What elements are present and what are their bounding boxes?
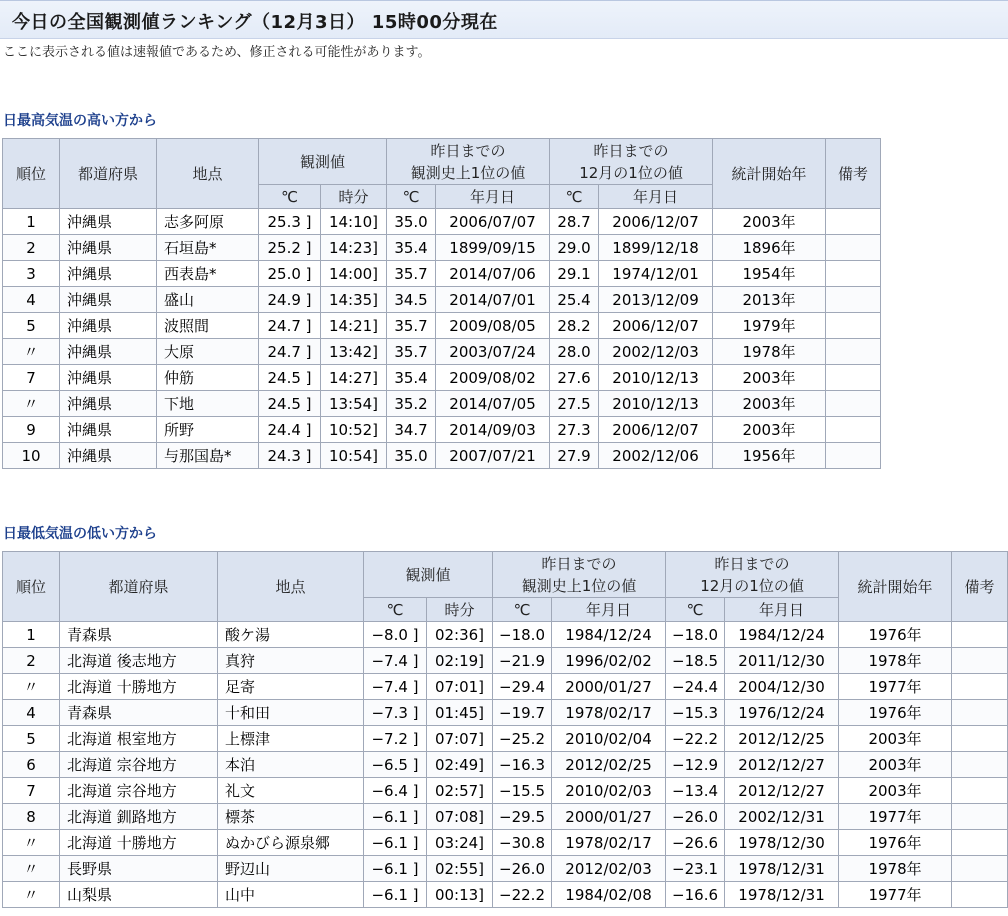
cell-note xyxy=(826,443,881,469)
table-row xyxy=(3,622,1008,648)
header-observed: 観測値 xyxy=(259,139,387,185)
cell-note xyxy=(952,830,1008,856)
cell-record-value: −25.2 xyxy=(493,726,552,752)
cell-observed-value: −6.5 ] xyxy=(364,752,427,778)
cell-record-date: 2012/02/03 xyxy=(552,856,666,882)
cell-observed-time: 02:57] xyxy=(427,778,493,804)
cell-observed-value: −6.1 ] xyxy=(364,856,427,882)
cell-record-date: 2000/01/27 xyxy=(552,804,666,830)
header-date: 年月日 xyxy=(599,185,713,209)
cell-station: 標茶 xyxy=(218,804,364,830)
cell-observed-time: 02:19] xyxy=(427,648,493,674)
cell-note xyxy=(952,700,1008,726)
cell-station: 石垣島* xyxy=(157,235,259,261)
cell-december-value: 28.2 xyxy=(550,313,599,339)
cell-record-date: 2003/07/24 xyxy=(436,339,550,365)
cell-december-value: 27.9 xyxy=(550,443,599,469)
cell-prefecture: 沖縄県 xyxy=(60,443,157,469)
cell-record-value: 35.4 xyxy=(387,365,436,391)
cell-rank: 3 xyxy=(3,261,60,287)
cell-rank: 5 xyxy=(3,313,60,339)
cell-december-date: 1978/12/30 xyxy=(725,830,839,856)
cell-observed-time: 02:49] xyxy=(427,752,493,778)
cell-observed-time: 14:27] xyxy=(321,365,387,391)
cell-note xyxy=(826,339,881,365)
cell-december-value: −12.9 xyxy=(666,752,725,778)
cell-station: 上標津 xyxy=(218,726,364,752)
cell-prefecture: 青森県 xyxy=(60,700,218,726)
cell-observed-value: −8.0 ] xyxy=(364,622,427,648)
table-row xyxy=(3,313,881,339)
cell-start-year: 2003年 xyxy=(839,752,952,778)
cell-observed-time: 02:36] xyxy=(427,622,493,648)
cell-note xyxy=(952,622,1008,648)
table-row xyxy=(3,726,1008,752)
cell-record-value: 35.7 xyxy=(387,313,436,339)
table-row xyxy=(3,443,881,469)
cell-december-date: 2006/12/07 xyxy=(599,417,713,443)
cell-record-value: 35.0 xyxy=(387,209,436,235)
cell-note xyxy=(826,209,881,235)
cell-note xyxy=(952,856,1008,882)
low-section-title: 日最低気温の低い方から xyxy=(3,526,157,542)
cell-record-date: 1984/12/24 xyxy=(552,622,666,648)
cell-rank: 1 xyxy=(3,209,60,235)
cell-observed-time: 10:54] xyxy=(321,443,387,469)
cell-december-date: 2013/12/09 xyxy=(599,287,713,313)
cell-station: 与那国島* xyxy=(157,443,259,469)
cell-observed-value: −7.4 ] xyxy=(364,648,427,674)
cell-start-year: 1978年 xyxy=(839,648,952,674)
cell-december-value: −15.3 xyxy=(666,700,725,726)
cell-prefecture: 沖縄県 xyxy=(60,287,157,313)
cell-note xyxy=(826,313,881,339)
cell-record-value: 35.4 xyxy=(387,235,436,261)
cell-record-date: 2000/01/27 xyxy=(552,674,666,700)
cell-observed-value: 24.9 ] xyxy=(259,287,321,313)
cell-observed-time: 07:01] xyxy=(427,674,493,700)
table-row xyxy=(3,882,1008,908)
cell-december-value: 29.0 xyxy=(550,235,599,261)
cell-record-value: −29.4 xyxy=(493,674,552,700)
header-station: 地点 xyxy=(157,139,259,209)
cell-december-date: 2002/12/03 xyxy=(599,339,713,365)
table-row xyxy=(3,235,881,261)
cell-rank: 9 xyxy=(3,417,60,443)
cell-observed-value: 24.5 ] xyxy=(259,391,321,417)
cell-december-value: −26.6 xyxy=(666,830,725,856)
header-observed: 観測値 xyxy=(364,552,493,598)
cell-station: 山中 xyxy=(218,882,364,908)
cell-record-date: 1978/02/17 xyxy=(552,700,666,726)
cell-observed-time: 14:21] xyxy=(321,313,387,339)
cell-start-year: 1954年 xyxy=(713,261,826,287)
cell-december-value: −22.2 xyxy=(666,726,725,752)
cell-note xyxy=(826,287,881,313)
cell-december-value: −18.0 xyxy=(666,622,725,648)
cell-prefecture: 山梨県 xyxy=(60,882,218,908)
cell-station: 大原 xyxy=(157,339,259,365)
cell-rank: 7 xyxy=(3,778,60,804)
table-row xyxy=(3,778,1008,804)
cell-observed-time: 14:00] xyxy=(321,261,387,287)
low-temp-table xyxy=(2,551,1008,908)
cell-prefecture: 沖縄県 xyxy=(60,365,157,391)
cell-record-value: 35.7 xyxy=(387,261,436,287)
cell-december-value: 28.0 xyxy=(550,339,599,365)
cell-december-date: 2002/12/31 xyxy=(725,804,839,830)
table-row xyxy=(3,856,1008,882)
table-row xyxy=(3,391,881,417)
header-deg: ℃ xyxy=(666,598,725,622)
cell-prefecture: 沖縄県 xyxy=(60,417,157,443)
cell-rank: 〃 xyxy=(3,856,60,882)
cell-start-year: 1977年 xyxy=(839,804,952,830)
cell-december-value: 29.1 xyxy=(550,261,599,287)
cell-start-year: 2003年 xyxy=(839,778,952,804)
cell-record-date: 2014/07/06 xyxy=(436,261,550,287)
cell-record-date: 2009/08/05 xyxy=(436,313,550,339)
cell-december-value: 27.5 xyxy=(550,391,599,417)
cell-record-date: 2010/02/03 xyxy=(552,778,666,804)
cell-observed-value: −7.2 ] xyxy=(364,726,427,752)
high-temp-table xyxy=(2,138,881,469)
cell-rank: 〃 xyxy=(3,830,60,856)
cell-start-year: 1976年 xyxy=(839,700,952,726)
cell-december-date: 2012/12/27 xyxy=(725,752,839,778)
cell-prefecture: 北海道 宗谷地方 xyxy=(60,778,218,804)
table-row xyxy=(3,339,881,365)
table-row xyxy=(3,417,881,443)
cell-start-year: 1979年 xyxy=(713,313,826,339)
cell-december-value: 28.7 xyxy=(550,209,599,235)
cell-observed-value: 24.4 ] xyxy=(259,417,321,443)
cell-station: 真狩 xyxy=(218,648,364,674)
cell-note xyxy=(952,882,1008,908)
cell-december-date: 2012/12/25 xyxy=(725,726,839,752)
cell-december-value: −13.4 xyxy=(666,778,725,804)
header-record: 昨日までの 観測史上1位の値 xyxy=(387,139,550,185)
header-start-year: 統計開始年 xyxy=(839,552,952,622)
table-row xyxy=(3,752,1008,778)
cell-rank: 〃 xyxy=(3,882,60,908)
header-december-record: 昨日までの 12月の1位の値 xyxy=(666,552,839,598)
cell-note xyxy=(952,674,1008,700)
cell-rank: 2 xyxy=(3,648,60,674)
cell-start-year: 2003年 xyxy=(713,417,826,443)
cell-observed-time: 14:35] xyxy=(321,287,387,313)
cell-record-date: 2014/07/05 xyxy=(436,391,550,417)
cell-december-value: −16.6 xyxy=(666,882,725,908)
cell-rank: 5 xyxy=(3,726,60,752)
cell-station: 酸ケ湯 xyxy=(218,622,364,648)
table-row xyxy=(3,365,881,391)
cell-observed-value: −6.1 ] xyxy=(364,882,427,908)
cell-prefecture: 北海道 宗谷地方 xyxy=(60,752,218,778)
cell-record-value: −26.0 xyxy=(493,856,552,882)
cell-december-date: 1978/12/31 xyxy=(725,856,839,882)
page-title: 今日の全国観測値ランキング（12月3日） 15時00分現在 xyxy=(12,12,498,33)
table-row xyxy=(3,804,1008,830)
cell-station: 波照間 xyxy=(157,313,259,339)
cell-observed-value: 25.3 ] xyxy=(259,209,321,235)
header-record: 昨日までの 観測史上1位の値 xyxy=(493,552,666,598)
header-note: 備考 xyxy=(952,552,1008,622)
cell-prefecture: 北海道 十勝地方 xyxy=(60,674,218,700)
cell-observed-value: −6.4 ] xyxy=(364,778,427,804)
cell-december-date: 2006/12/07 xyxy=(599,313,713,339)
cell-rank: 2 xyxy=(3,235,60,261)
cell-prefecture: 沖縄県 xyxy=(60,235,157,261)
cell-record-date: 2010/02/04 xyxy=(552,726,666,752)
cell-record-date: 2012/02/25 xyxy=(552,752,666,778)
cell-prefecture: 沖縄県 xyxy=(60,391,157,417)
cell-record-value: −19.7 xyxy=(493,700,552,726)
title-bar xyxy=(0,0,1008,39)
cell-record-value: −30.8 xyxy=(493,830,552,856)
cell-start-year: 2003年 xyxy=(713,365,826,391)
cell-december-date: 2010/12/13 xyxy=(599,391,713,417)
header-time: 時分 xyxy=(321,185,387,209)
table-row xyxy=(3,830,1008,856)
cell-record-date: 2007/07/21 xyxy=(436,443,550,469)
cell-record-value: −22.2 xyxy=(493,882,552,908)
cell-observed-time: 02:55] xyxy=(427,856,493,882)
cell-record-value: 35.2 xyxy=(387,391,436,417)
cell-observed-time: 14:10] xyxy=(321,209,387,235)
cell-start-year: 1977年 xyxy=(839,882,952,908)
cell-record-date: 2014/07/01 xyxy=(436,287,550,313)
cell-note xyxy=(952,648,1008,674)
cell-record-value: −15.5 xyxy=(493,778,552,804)
header-start-year: 統計開始年 xyxy=(713,139,826,209)
cell-december-date: 1899/12/18 xyxy=(599,235,713,261)
cell-note xyxy=(826,235,881,261)
table-row xyxy=(3,287,881,313)
table-row xyxy=(3,209,881,235)
cell-station: 盛山 xyxy=(157,287,259,313)
cell-december-date: 1976/12/24 xyxy=(725,700,839,726)
cell-december-date: 2004/12/30 xyxy=(725,674,839,700)
cell-note xyxy=(826,365,881,391)
high-section-title: 日最高気温の高い方から xyxy=(3,113,157,129)
cell-record-value: −29.5 xyxy=(493,804,552,830)
cell-start-year: 2013年 xyxy=(713,287,826,313)
header-date: 年月日 xyxy=(552,598,666,622)
cell-record-date: 2014/09/03 xyxy=(436,417,550,443)
header-date: 年月日 xyxy=(436,185,550,209)
cell-december-date: 1984/12/24 xyxy=(725,622,839,648)
cell-december-date: 1974/12/01 xyxy=(599,261,713,287)
table-row xyxy=(3,700,1008,726)
cell-start-year: 2003年 xyxy=(839,726,952,752)
cell-observed-time: 13:42] xyxy=(321,339,387,365)
cell-december-value: −26.0 xyxy=(666,804,725,830)
cell-prefecture: 北海道 十勝地方 xyxy=(60,830,218,856)
header-pref: 都道府県 xyxy=(60,552,218,622)
cell-record-date: 2009/08/02 xyxy=(436,365,550,391)
cell-prefecture: 北海道 後志地方 xyxy=(60,648,218,674)
cell-rank: 1 xyxy=(3,622,60,648)
cell-start-year: 1978年 xyxy=(839,856,952,882)
header-deg: ℃ xyxy=(493,598,552,622)
cell-note xyxy=(826,391,881,417)
cell-record-date: 1996/02/02 xyxy=(552,648,666,674)
cell-record-date: 2006/07/07 xyxy=(436,209,550,235)
cell-december-value: 27.3 xyxy=(550,417,599,443)
notice-text: ここに表示される値は速報値であるため、修正される可能性があります。 xyxy=(3,45,431,60)
cell-start-year: 1978年 xyxy=(713,339,826,365)
cell-station: 足寄 xyxy=(218,674,364,700)
cell-observed-time: 00:13] xyxy=(427,882,493,908)
cell-observed-value: −6.1 ] xyxy=(364,804,427,830)
cell-note xyxy=(952,726,1008,752)
cell-station: 志多阿原 xyxy=(157,209,259,235)
cell-note xyxy=(952,804,1008,830)
cell-prefecture: 北海道 根室地方 xyxy=(60,726,218,752)
cell-rank: 4 xyxy=(3,287,60,313)
cell-station: 西表島* xyxy=(157,261,259,287)
cell-prefecture: 長野県 xyxy=(60,856,218,882)
cell-prefecture: 沖縄県 xyxy=(60,261,157,287)
header-rank: 順位 xyxy=(3,139,60,209)
cell-december-date: 2012/12/27 xyxy=(725,778,839,804)
table-row xyxy=(3,648,1008,674)
table-row xyxy=(3,674,1008,700)
header-deg: ℃ xyxy=(259,185,321,209)
cell-rank: 8 xyxy=(3,804,60,830)
header-december-record: 昨日までの 12月の1位の値 xyxy=(550,139,713,185)
cell-prefecture: 沖縄県 xyxy=(60,313,157,339)
header-pref: 都道府県 xyxy=(60,139,157,209)
cell-record-value: 35.0 xyxy=(387,443,436,469)
cell-december-value: −18.5 xyxy=(666,648,725,674)
cell-record-value: −21.9 xyxy=(493,648,552,674)
cell-record-date: 1984/02/08 xyxy=(552,882,666,908)
cell-observed-time: 07:08] xyxy=(427,804,493,830)
cell-observed-value: 24.5 ] xyxy=(259,365,321,391)
cell-start-year: 1976年 xyxy=(839,830,952,856)
cell-rank: 7 xyxy=(3,365,60,391)
cell-start-year: 1977年 xyxy=(839,674,952,700)
cell-observed-value: 25.2 ] xyxy=(259,235,321,261)
cell-start-year: 1976年 xyxy=(839,622,952,648)
cell-station: ぬかびら源泉郷 xyxy=(218,830,364,856)
cell-observed-value: 25.0 ] xyxy=(259,261,321,287)
header-deg: ℃ xyxy=(387,185,436,209)
cell-observed-value: 24.7 ] xyxy=(259,339,321,365)
cell-observed-time: 14:23] xyxy=(321,235,387,261)
cell-note xyxy=(952,778,1008,804)
cell-station: 本泊 xyxy=(218,752,364,778)
cell-rank: 〃 xyxy=(3,674,60,700)
cell-rank: 10 xyxy=(3,443,60,469)
cell-record-value: −18.0 xyxy=(493,622,552,648)
cell-record-value: −16.3 xyxy=(493,752,552,778)
cell-start-year: 2003年 xyxy=(713,391,826,417)
cell-note xyxy=(826,261,881,287)
header-station: 地点 xyxy=(218,552,364,622)
cell-station: 下地 xyxy=(157,391,259,417)
cell-note xyxy=(952,752,1008,778)
header-deg: ℃ xyxy=(364,598,427,622)
cell-note xyxy=(826,417,881,443)
cell-december-value: 27.6 xyxy=(550,365,599,391)
cell-station: 仲筋 xyxy=(157,365,259,391)
cell-december-date: 1978/12/31 xyxy=(725,882,839,908)
cell-observed-time: 03:24] xyxy=(427,830,493,856)
cell-observed-time: 10:52] xyxy=(321,417,387,443)
cell-december-value: 25.4 xyxy=(550,287,599,313)
cell-station: 十和田 xyxy=(218,700,364,726)
cell-record-value: 34.7 xyxy=(387,417,436,443)
cell-observed-value: −7.3 ] xyxy=(364,700,427,726)
cell-start-year: 1896年 xyxy=(713,235,826,261)
cell-start-year: 1956年 xyxy=(713,443,826,469)
cell-station: 野辺山 xyxy=(218,856,364,882)
cell-december-value: −23.1 xyxy=(666,856,725,882)
cell-prefecture: 沖縄県 xyxy=(60,209,157,235)
cell-december-date: 2002/12/06 xyxy=(599,443,713,469)
cell-record-date: 1978/02/17 xyxy=(552,830,666,856)
cell-december-date: 2006/12/07 xyxy=(599,209,713,235)
header-date: 年月日 xyxy=(725,598,839,622)
cell-station: 礼文 xyxy=(218,778,364,804)
cell-december-date: 2010/12/13 xyxy=(599,365,713,391)
cell-rank: 6 xyxy=(3,752,60,778)
cell-observed-value: −6.1 ] xyxy=(364,830,427,856)
cell-rank: 4 xyxy=(3,700,60,726)
cell-observed-value: 24.3 ] xyxy=(259,443,321,469)
cell-record-date: 1899/09/15 xyxy=(436,235,550,261)
cell-prefecture: 北海道 釧路地方 xyxy=(60,804,218,830)
cell-observed-value: 24.7 ] xyxy=(259,313,321,339)
cell-station: 所野 xyxy=(157,417,259,443)
cell-rank: 〃 xyxy=(3,391,60,417)
header-deg: ℃ xyxy=(550,185,599,209)
header-rank: 順位 xyxy=(3,552,60,622)
cell-december-date: 2011/12/30 xyxy=(725,648,839,674)
cell-prefecture: 沖縄県 xyxy=(60,339,157,365)
cell-prefecture: 青森県 xyxy=(60,622,218,648)
cell-observed-value: −7.4 ] xyxy=(364,674,427,700)
header-time: 時分 xyxy=(427,598,493,622)
cell-observed-time: 07:07] xyxy=(427,726,493,752)
cell-start-year: 2003年 xyxy=(713,209,826,235)
cell-observed-time: 13:54] xyxy=(321,391,387,417)
cell-record-value: 34.5 xyxy=(387,287,436,313)
table-row xyxy=(3,261,881,287)
cell-observed-time: 01:45] xyxy=(427,700,493,726)
cell-december-value: −24.4 xyxy=(666,674,725,700)
header-note: 備考 xyxy=(826,139,881,209)
cell-record-value: 35.7 xyxy=(387,339,436,365)
cell-rank: 〃 xyxy=(3,339,60,365)
